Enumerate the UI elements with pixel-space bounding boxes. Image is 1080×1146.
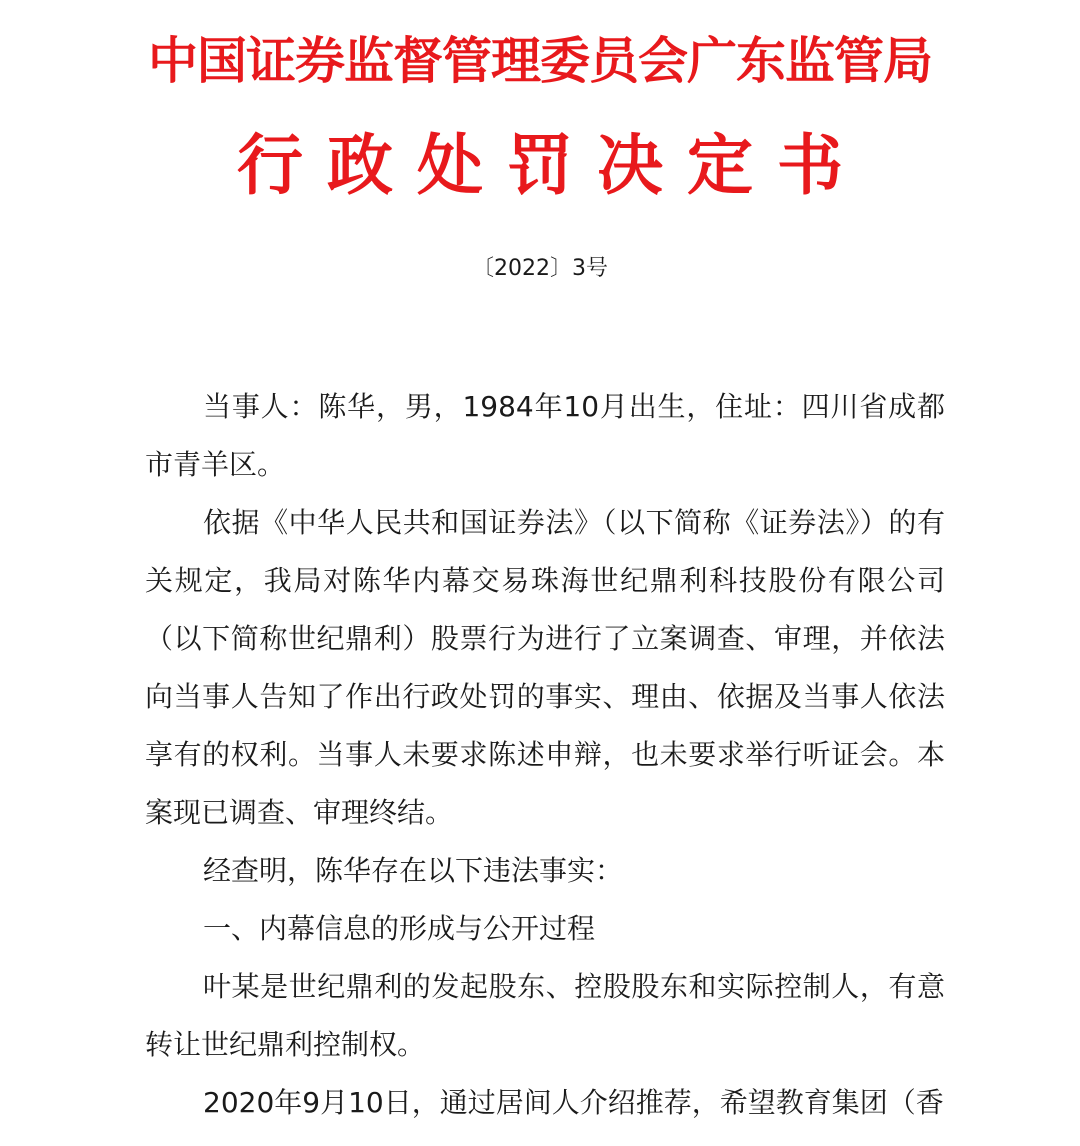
issuer-heading: 中国证券监督管理委员会广东监管局 xyxy=(148,32,932,90)
paragraph-controller: 叶某是世纪鼎利的发起股东、控股股东和实际控制人，有意转让世纪鼎利控制权。 xyxy=(145,970,945,1061)
paragraph-2020-event: 2020年9月10日，通过居间人介绍推荐，希望教育集团（香 xyxy=(203,1086,944,1119)
document-body xyxy=(145,378,945,1132)
document-title: 行政处罚决定书 xyxy=(237,127,867,204)
section-heading-insider-info: 一、内幕信息的形成与公开过程 xyxy=(203,912,596,945)
paragraph-party: 当事人：陈华，男，1984年10月出生，住址：四川省成都市青羊区。 xyxy=(145,390,945,481)
paragraph-findings-intro: 经查明，陈华存在以下违法事实： xyxy=(203,854,624,887)
document-number: 〔2022〕3号 xyxy=(472,256,608,281)
paragraph-basis: 依据《中华人民共和国证券法》（以下简称《证券法》）的有关规定，我局对陈华内幕交易珠海世纪鼎利科技股份有限公司（以下简称世纪鼎利）股票行为进行了立案调查、审理，并依法向当事人告知了作出行政处罚的事实、理由、依据及当事人依法享有的权利。当事人未要求陈述申辩，也未要求举行听证会。本案现已调查、审理终结。 xyxy=(145,506,945,829)
